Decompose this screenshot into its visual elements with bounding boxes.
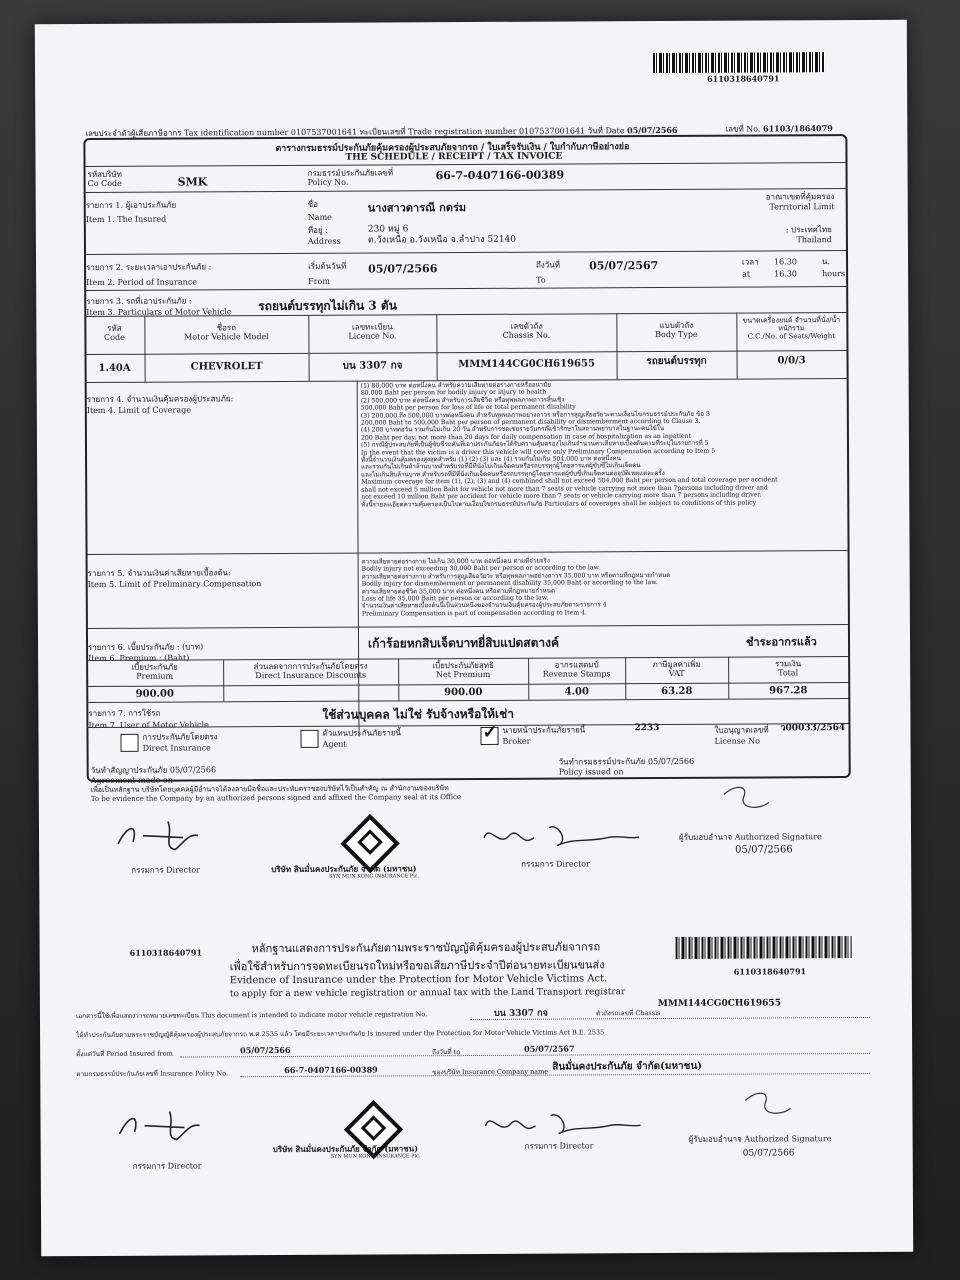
- address-value: 230 หมู่ 6 ต.วังเหนือ อ.วังเหนือ จ.ลำปาง 52140: [367, 224, 517, 246]
- broker-code: 2233: [634, 723, 660, 734]
- company-name-th: บริษัท สินมั่นคงประกันภัย จำกัด (มหาชน): [271, 863, 417, 875]
- company-name-en: SYN MUN KONG INSURANCE Plc.: [329, 873, 420, 880]
- agent-checkbox[interactable]: [300, 730, 318, 748]
- co-code-label: รหัสบริษัท Co Code: [87, 169, 122, 189]
- authorized-signature-1: [719, 782, 779, 818]
- vat-value: 63.28: [661, 685, 693, 698]
- evidence-title-en1: Evidence of Insurance under the Protection for Motor Vehicle Victims Act.: [229, 973, 608, 987]
- evidence-barcode-number: 6110318640791: [733, 966, 807, 977]
- evidence-line2: ได้ทำประกันภัยตามพระราชบัญญัติคุ้มครองผู้ประสบภัยจากรถ พ.ศ.2535 แล้ว โดยมีระยะเวลาประกันภัย Is insured under the Protection for Motor Vehicle Victims Act B.E. 2535: [76, 1028, 605, 1040]
- premium-header-vat: ภาษีมูลค่าเพิ่ม VAT: [652, 659, 701, 679]
- authorized-label-2: ผู้รับมอบอำนาจ Authorized Signature: [688, 1134, 832, 1144]
- broker-checkbox[interactable]: [480, 721, 498, 745]
- director-signature-2: [479, 817, 649, 858]
- document-page: [35, 20, 913, 1257]
- premium-header-net: เบี้ยประกันภัยสุทธิ Net Premium: [432, 660, 494, 680]
- territory-value: : ประเทศไทย Thailand: [785, 225, 832, 245]
- evidence-to-date: 05/07/2567: [524, 1043, 575, 1054]
- evidence-policy-no: 66-7-0407166-00389: [284, 1064, 378, 1075]
- address-label: ที่อยู่ : Address: [307, 225, 341, 246]
- premium-value: 900.00: [135, 688, 174, 700]
- director-label-2: กรรมการ Director: [521, 859, 590, 869]
- vehicle-header-cc: ขนาดเครื่องยนต์ จำนวนที่นั่ง/น้ำหนักรวม C.C./No. of Seats/Weight: [742, 316, 841, 341]
- vehicle-header-code: รหัส Code: [103, 323, 125, 343]
- hours-label: น. hours: [822, 257, 846, 279]
- title-english: THE SCHEDULE / RECEIPT / TAX INVOICE: [345, 151, 563, 163]
- vehicle-header-model: ชื่อรถ Motor Vehicle Model: [184, 323, 269, 342]
- document-number: เลขที่ No. 61103/1864079: [725, 123, 833, 134]
- barcode-image-2: [676, 936, 852, 959]
- period-label: รายการ 2. ระยะเวลาเอาประกันภัย : Item 2. Period of Insurance: [86, 262, 212, 288]
- direct-insurance-label: การประกันภัยโดยตรง Direct Insurance: [142, 732, 218, 753]
- net-premium-value: 900.00: [444, 686, 483, 699]
- vehicle-cc: 0/0/3: [777, 355, 806, 367]
- vehicle-code: 1.40A: [98, 362, 131, 374]
- authorized-label-1: ผู้รับมอบอำนาจ Authorized Signature: [679, 832, 822, 842]
- director-label-1: กรรมการ Director: [131, 865, 200, 875]
- agreement-made: วันทำสัญญาประกันภัย 05/07/2566 Agreement made on: [90, 765, 217, 786]
- coverage-label: รายการ 4. จำนวนเงินคุ้มครองผู้ประสบภัย: Item 4. Limit of Coverage: [86, 394, 234, 416]
- tax-id-line: เลขประจำตัวผู้เสียภาษีอากร Tax identification number 0107537001641 ทะเบียนเลขที่ Trade registration number 0107537001641 วันที่ Date 05/07/2566: [85, 124, 678, 139]
- evidence-chassis: MMM144CG0CH619655: [657, 998, 781, 1010]
- time-label: เวลา at: [742, 257, 759, 279]
- time-value: 16.30 16.30: [774, 257, 798, 279]
- user-label: รายการ 7. การใช้รถ Item 7. User of Motor Vehicle: [88, 708, 209, 731]
- premium-header-premium: เบี้ยประกันภัย Premium: [131, 662, 178, 681]
- barcode-image: [653, 52, 825, 73]
- duty-paid: ชำระอากรแล้ว: [745, 635, 817, 649]
- premium-header-discount: ส่วนลดจากการประกันภัยโดยตรง Direct Insurance Discounts: [253, 661, 368, 681]
- director-signature-1: [113, 813, 223, 854]
- vehicle-header-licence: เลขทะเบียน Licence No.: [348, 322, 397, 341]
- director-label-4: กรรมการ Director: [524, 1141, 594, 1151]
- director-label-3: กรรมการ Director: [132, 1161, 202, 1171]
- from-label: เริ่มต้นวันที่ From: [308, 261, 347, 286]
- premium-header-total: รวมเงิน Total: [775, 659, 802, 678]
- evidence-from-label: ตั้งแต่วันที่ Period Insured from: [76, 1049, 173, 1059]
- authorized-date-2: 05/07/2566: [742, 1148, 795, 1159]
- evidence-company-label: ของบริษัท Insurance Company name: [432, 1067, 549, 1077]
- vehicle-chassis: MMM144CG0CH619655: [458, 358, 595, 371]
- title-thai: ตารางกรมธรรม์ประกันภัยคุ้มครองผู้ประสบภัยจากรถ / ใบเสร็จรับเงิน / ใบกำกับภาษีอย่างย่อ: [275, 142, 630, 155]
- vehicle-label: รายการ 3. รถที่เอาประกันภัย : Item 3. Particulars of Motor Vehicle: [86, 296, 232, 318]
- from-date: 05/07/2566: [368, 262, 438, 276]
- policy-issued: วันทำกรมธรรม์ประกันภัย 05/07/2566 Policy issued on: [558, 756, 695, 777]
- evidence-from-date: 05/07/2566: [240, 1044, 291, 1056]
- evidence-ref-no: 6110318640791: [129, 947, 203, 958]
- territory-label: อาณาเขตที่คุ้มครอง Territorial Limit: [765, 192, 835, 212]
- evidence-title-en2: to apply for a new vehicle registration or annual tax with the Land Transport registrar: [229, 987, 626, 1000]
- user-value: ใช้ส่วนบุคคล ไม่ใช่ รับจ้างหรือให้เช่า: [322, 706, 515, 722]
- vehicle-header-body: แบบตัวถัง Body Type: [655, 320, 698, 340]
- insured-label: รายการ 1. ผู้เอาประกันภัย Item 1. The Insured: [85, 200, 177, 225]
- co-code-value: SMK: [177, 175, 208, 189]
- vehicle-body: รถยนต์บรรทุก: [646, 355, 707, 368]
- stamps-value: 4.00: [564, 686, 589, 698]
- vehicle-type-desc: รถยนต์บรรทุกไม่เกิน 3 ตัน: [258, 298, 397, 314]
- barcode-number: 6110318640791: [707, 73, 780, 84]
- policy-no-value: 66-7-0407166-00389: [435, 168, 565, 183]
- director-signature-3: [114, 1103, 224, 1144]
- preliminary-text: ความเสียหายต่อร่างกาย ไม่เกิน 30,000 บาท ต่อหนึ่งคน ตามที่จ่ายจริง Bodily injury not exceeding 30,000 Baht per person or according to the law. ความเสียหายต่อร่างกาย สำหรับการสูญเสียอวัยวะ หรือทุพพลภาพอย่างถาวร 35,000 บาท หรือตามที่กฎหมายกำหนด Bodily injury for dismemberment or permanent disability 35,000 Baht or according to the law. ความเสียหายต่อชีวิต 35,000 บาท ต่อหนึ่งคน หรือตามที่กฎหมายกำหนด Loss of life 35,000 Baht per person or according to the law. จำนวนเงินค่าเสียหายเบื้องต้นนี้เป็นส่วนหนึ่งของจำนวนเงินคุ้มครองผู้ประสบภัยตามรายการ 4 Preliminary Compensation is part of compensation according to Item 4.: [361, 557, 671, 618]
- policy-no-label: กรมธรรม์ประกันภัยเลขที่ Policy No.: [307, 168, 394, 187]
- evidence-company-name: สินมั่นคงประกันภัย จำกัด(มหาชน): [552, 1060, 703, 1073]
- evidence-title-th2: เพื่อใช้สำหรับการจดทะเบียนรถใหม่หรือขอเสียภาษีประจำปีต่อนายทะเบียนขนส่ง: [229, 958, 605, 974]
- evidence-to-label: ถึงวันที่ to: [432, 1048, 461, 1057]
- coverage-text: (1) 80,000 บาท ต่อหนึ่งคน สำหรับความเสียหายต่อร่างกายหรืออนามัย 80,000 Baht per person for bodily injury or injury to health (2) 500,000 บาท ต่อหนึ่งคน สำหรับการเสียชีวิต หรือทุพพลภาพถาวรสิ้นเชิง 500,000 Baht per person for loss of life or total permanent disability (3) 200,000 ถึง 500,000 บาทต่อหนึ่งคน สำหรับทุพพลภาพอย่างถาวร หรือการสูญเสียอวัยวะตามเงื่อนไขกรมธรรม์ประกันภัย ข้อ 3 200,000 Baht to 500,000 Baht per person of permanent disability or dismemberment according to Clause 3. (4) 200 บาทต่อวัน รวมกันไม่เกิน 20 วัน สำหรับการชดเชยรายวันกรณีเข้ารักษาในสถานพยาบาลในฐานะคนไข้ใน 200 Baht per day, not more than 20 days for daily compensation in case of hospitalization as an inpatient (5) กรณีผู้ประสบภัยที่เป็นผู้ขับขี่รถคันที่เอาประกันภัยจะได้รับความคุ้มครองไม่เกินจำนวนค่าเสียหายเบื้องต้นตามที่ระบุในรายการที่ 5 In the event that the victim is a driver this vehicle will cover only Preliminary Compensation according to Item 5 ทั้งนี้จำนวนเงินคุ้มครองสูงสุดสำหรับ (1) (2) (3) และ (4) รวมกันไม่เกิน 504,000 บาท ต่อหนึ่งคน และรวมกันไม่เกินห้าล้านบาทสำหรับรถที่มีที่นั่งไม่เกินเจ็ดคนหรือรถบรรทุกผู้โดยสารแต่ผู้ขับขี่ไม่เกินเจ็ดคน และไม่เกินสิบล้านบาท สำหรับรถที่มีที่นั่งเกินเจ็ดคนหรือรถบรรทุกผู้โดยสารแต่ผู้ขับขี่เกินเจ็ดคนต่ออุบัติเหตุแต่ละครั้ง Maximum coverage for item (1), (2), (3) and (4) combined shall not exceed 504,000 Baht per person and total coverage per accident shall not exceed 5 million Baht for vehicle not more than 7 seats or vehicle carrying not more than 7persons including driver and not exceed 10 million Baht per accident for vehicle more than 7 seats or vehicle carrying more than 7 persons including driver. ทั้งนี้รายละเอียดความคุ้มครองเป็นไปตามเงื่อนไขกรมธรรม์ประกันภัย Particulars of coverages shall be subject to conditions of this policy: [360, 381, 778, 509]
- total-value: 967.28: [769, 685, 808, 697]
- license-label: ใบอนุญาตเลขที่ License No: [714, 725, 769, 746]
- license-no: ว00033/2564: [780, 723, 846, 734]
- vehicle-header-chassis: เลขตัวถัง Chassis No.: [502, 321, 551, 341]
- to-label: ถึงวันที่ To: [536, 260, 561, 285]
- premium-header-stamps: อากรแสตมป์ Revenue Stamps: [542, 660, 611, 679]
- company-name-th-2: บริษัท สินมั่นคงประกันภัย จำกัด (มหาชน): [272, 1143, 419, 1155]
- evidence-policy-label: ตามกรมธรรม์ประกันภัยเลขที่ Insurance Policy No.: [76, 1069, 229, 1079]
- direct-insurance-checkbox[interactable]: [120, 734, 138, 752]
- to-date: 05/07/2567: [589, 259, 659, 273]
- company-name-en-2: SYN MUN KONG INSURANCE Plc.: [330, 1153, 421, 1160]
- evidence-text: เพื่อเป็นหลักฐาน บริษัทโดยบุคคลผู้มีอำนาจได้ลงลายมือชื่อและประทับตราของบริษัทไว้เป็นสำคัญ ณ สำนักงานของบริษัท To be evidence the Company by an authorized persons signed and affixed the Company seal at its Office: [90, 784, 462, 804]
- name-label: ชื่อ Name: [307, 199, 332, 222]
- premium-words: เก้าร้อยหกสิบเจ็ดบาทยี่สิบแปดสตางค์: [367, 635, 560, 651]
- agent-label: ตัวแทนประกันภัยรายนี้ Agent: [322, 728, 402, 749]
- evidence-title-th1: หลักฐานแสดงการประกันภัยตามพระราชบัญญัติคุ้มครองผู้ประสบภัยจากรถ: [251, 940, 601, 956]
- broker-label: นายหน้าประกันภัยรายนี้ Broker: [502, 725, 586, 746]
- check-icon: ✓: [482, 721, 498, 743]
- authorized-signature-2: [740, 1088, 800, 1124]
- authorized-date-1: 05/07/2566: [735, 844, 793, 856]
- vehicle-licence: บน 3307 กจ: [342, 360, 403, 372]
- insured-name: นางสาวดารณี กดร่ม: [367, 201, 467, 215]
- evidence-line1-label: เอกสารนี้ใช้เพื่อแสดงว่ารถหมายเลขทะเบียน This document is intended to indicate motor vehicle registration No.: [75, 1010, 428, 1021]
- vehicle-model: CHEVROLET: [190, 361, 263, 373]
- premium-label: รายการ 6. เบี้ยประกันภัย : (บาท) Item 6. Premium : (Baht): [88, 642, 204, 664]
- evidence-chassis-label: ตัวถังรถเลขที่ Chassis: [595, 1009, 661, 1018]
- preliminary-label: รายการ 5. จำนวนเงินค่าเสียหายเบื้องต้น: Item 5. Limit of Preliminary Compensation: [87, 568, 262, 590]
- evidence-licence: บน 3307 กจ: [493, 1008, 548, 1019]
